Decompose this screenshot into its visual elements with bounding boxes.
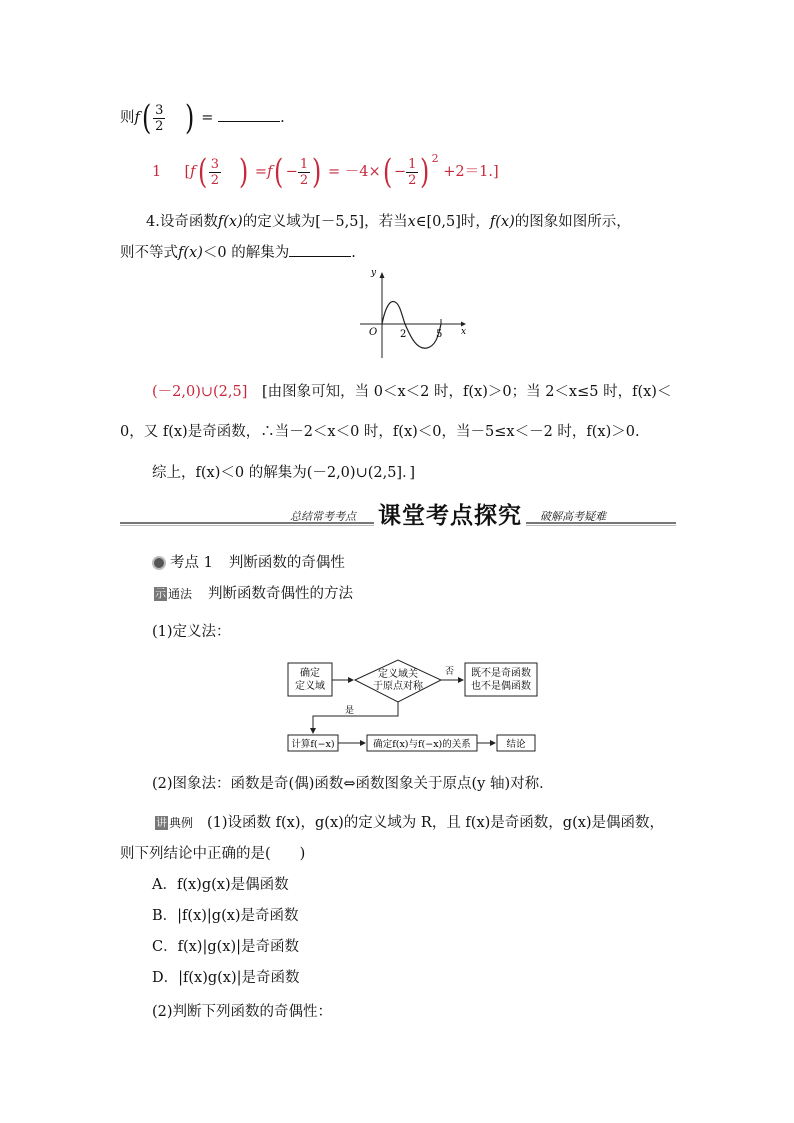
q4-text: ＜0 的解集为 — [202, 245, 290, 261]
q3-answer-blank[interactable] — [218, 121, 280, 122]
curve — [382, 302, 441, 349]
kaodian-heading — [152, 551, 345, 572]
function-graph — [355, 268, 470, 360]
frac-den: 2 — [210, 172, 220, 188]
q3-fraction — [153, 104, 165, 133]
ans3-eq1: = — [254, 164, 268, 180]
q3-line: 则f( $\frac{3}{2}$ ) = . — [120, 98, 285, 138]
banner-right: 破解高考疑难 — [540, 510, 606, 523]
ans3-expr-mid: －4× — [344, 164, 381, 180]
paren-close: ) — [312, 152, 322, 192]
flow-text: 既不是奇函数 — [471, 668, 531, 679]
flow-arrow — [313, 702, 398, 733]
flow-text: 定义域关 — [378, 669, 418, 680]
paren-open: ( — [274, 152, 284, 192]
q4-answer-blank[interactable] — [289, 256, 351, 257]
q3-prefix: 则 — [120, 110, 135, 126]
flow-text: 确定 — [300, 668, 320, 679]
ans4-text: [由图象可知，当 0＜x＜2 时，f(x)＞0；当 2＜x≤5 时，f(x)＜ — [262, 384, 672, 400]
q4-x: x — [407, 214, 416, 230]
method-title: 判断函数奇偶性的方法 — [208, 586, 354, 602]
ans4-line3 — [152, 461, 415, 482]
ans3-f2: f — [267, 164, 273, 180]
graph-method: (2)图象法：函数是奇(偶)函数⇔函数图象关于原点(y 轴)对称． — [152, 776, 554, 792]
option-d[interactable]: D．|f(x)g(x)|是奇函数 — [152, 970, 300, 986]
kaodian-title: 判断函数的奇偶性 — [228, 555, 345, 571]
ans3-exponent: 2 — [431, 152, 439, 165]
paren-open: ( — [382, 152, 392, 192]
banner-title: 课堂考点探究 — [374, 497, 526, 530]
flow-no-label: 否 — [445, 667, 455, 677]
tick-label-5: 5 — [436, 329, 443, 340]
q4-line2 — [120, 241, 356, 262]
ans3-eq2: = — [328, 164, 341, 180]
ans3-frac3 — [406, 158, 418, 187]
bullet-icon — [152, 556, 166, 570]
flow-text: 结论 — [506, 739, 526, 750]
paren-close: ) — [239, 152, 249, 192]
paren-close: ) — [420, 152, 430, 192]
flow-text: 定义域 — [295, 681, 325, 692]
q4-text: 的图象如图所示， — [514, 214, 631, 230]
ans4-line1 — [152, 380, 671, 401]
ans3-frac2 — [298, 158, 310, 187]
frac-num: 3 — [155, 102, 164, 118]
ans3-minus: − — [285, 164, 298, 180]
ans3-f: f — [190, 164, 196, 180]
q3-f: f — [134, 110, 140, 126]
q3-equals: = — [201, 110, 214, 126]
paren-close: ) — [185, 98, 195, 138]
q4-fx: f(x) — [489, 214, 515, 230]
frac-num: 3 — [210, 156, 220, 172]
option-a[interactable]: A．f(x)g(x)是偶函数 — [152, 877, 289, 893]
definition-method: (1)定义法： — [152, 624, 231, 640]
frac-den: 2 — [299, 172, 309, 188]
x-axis-arrow — [461, 322, 466, 327]
flow-text: 计算f(−x) — [291, 739, 335, 750]
example-line1 — [155, 811, 664, 832]
q4-text: 的定义域为[－5,5]，若当 — [242, 214, 408, 230]
q4-text: 则不等式 — [120, 245, 178, 261]
tick-label-2: 2 — [400, 329, 407, 340]
ans3-answer: 1 — [152, 164, 162, 180]
ans4-text: 综上，f(x)＜0 的解集为(－2,0)∪(2,5]．] — [152, 465, 415, 481]
frac-num: 1 — [408, 156, 417, 172]
ans3-minus2: − — [393, 164, 407, 180]
origin-label: O — [369, 327, 378, 338]
q4-line1 — [146, 210, 631, 231]
flow-text: 确定f(x)与f(−x)的关系 — [373, 739, 471, 750]
q4-fx: f(x) — [178, 245, 203, 261]
ans3-tail: +2＝1.] — [443, 164, 499, 180]
frac-den: 2 — [408, 172, 417, 188]
x-label: x — [461, 327, 467, 337]
ans3-line — [152, 152, 499, 192]
y-axis-arrow — [380, 272, 385, 278]
flow-yes-label: 是 — [345, 706, 355, 716]
paren-open: ( — [197, 152, 207, 192]
flow-text: 也不是偶函数 — [471, 681, 531, 692]
ans3-frac1 — [209, 158, 221, 187]
ans4-answer: (－2,0)∪(2,5] — [152, 384, 248, 400]
method-tag-text: 通法 — [168, 587, 193, 601]
example-question: 则下列结论中正确的是( ) — [120, 846, 306, 862]
option-c[interactable]: C．f(x)|g(x)|是奇函数 — [152, 939, 299, 955]
frac-den: 2 — [155, 118, 164, 134]
option-b[interactable]: B．|f(x)|g(x)是奇函数 — [152, 908, 299, 924]
q4-text: ∈[0,5]时， — [415, 214, 490, 230]
q4-end: . — [351, 245, 356, 261]
example-tag-text: 典例 — [169, 816, 194, 830]
method-tag-icon: 示 — [155, 587, 166, 600]
banner-left: 总结常考考点 — [290, 510, 356, 523]
kaodian-label: 考点 1 — [170, 555, 213, 571]
q4-text: 4.设奇函数 — [146, 214, 218, 230]
ans3-open: [ — [184, 164, 191, 180]
example-text: (1)设函数 f(x)，g(x)的定义域为 R，且 f(x)是奇函数，g(x)是偶函数， — [207, 815, 665, 831]
q4-fx: f(x) — [217, 214, 243, 230]
paren-open: ( — [141, 98, 152, 138]
flowchart — [285, 656, 540, 756]
ans4-text: 0，又 f(x)是奇函数，∴当－2＜x＜0 时，f(x)＜0，当－5≤x＜－2 时，f(x)＞0. — [120, 424, 640, 440]
part2-heading: (2)判断下列函数的奇偶性： — [152, 1004, 333, 1020]
frac-num: 1 — [299, 156, 309, 172]
y-label: y — [371, 268, 377, 278]
ans4-line2 — [120, 420, 640, 441]
flow-text: 于原点对称 — [373, 681, 423, 692]
example-tag-icon: 讲 — [156, 816, 167, 829]
method-heading — [154, 582, 353, 603]
